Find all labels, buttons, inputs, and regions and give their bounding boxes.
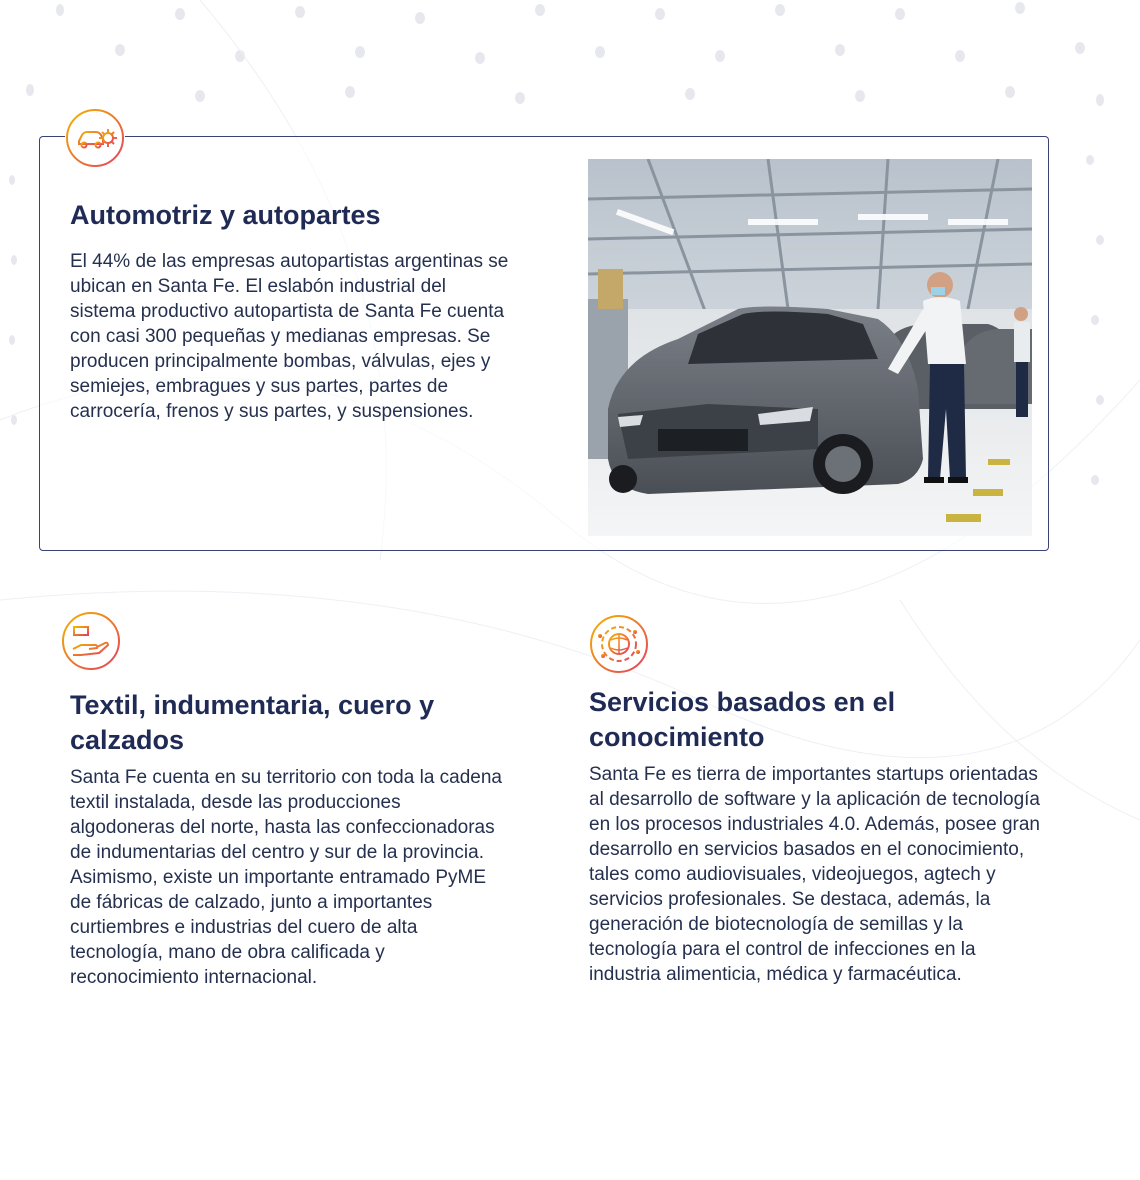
knowledge-description: Santa Fe es tierra de importantes startups orientadas al desarrollo de software y la aplicación de tecnología en los procesos industriales 4.0. Además, posee gran desarrollo en servicios basados en el conocimiento, tales como audiovisuales, videojuegos, agtech y servicios profesionales. Se destaca, además, la generación de biotecnología de semillas y la tecnología para el control de infecciones en la industria alimenticia, médica y farmacéutica.	[589, 764, 1040, 985]
automotive-title: Automotriz y autopartes	[70, 200, 381, 230]
knowledge-title: Servicios basados en el conocimiento	[589, 687, 896, 752]
textile-title: Textil, indumentaria, cuero y calzados	[70, 690, 435, 755]
textile-description: Santa Fe cuenta en su territorio con toda la cadena textil instalada, desde las producciones algodoneras del norte, hasta las confeccionadoras de indumentarias del centro y sur de la provincia. Asimismo, existe un importante entramado PyME de fábricas de calzado, junto a importantes curtiembres e industrias del cuero de alta tecnología, mano de obra calificada y reconocimiento internacional.	[70, 767, 502, 988]
circuit-globe-gear-icon	[589, 614, 649, 674]
automotive-description: El 44% de las empresas autopartistas argentinas se ubican en Santa Fe. El eslabón industrial del sistema productivo autopartista de Santa Fe cuenta con casi 300 pequeñas y medianas empresas. Se producen principalmente bombas, válvulas, ejes y semiejes, embragues y sus partes, partes de carrocería, frenos y sus partes, y suspensiones.	[70, 251, 509, 422]
hammer-hand-icon	[61, 611, 121, 671]
car-assembly-line-photo	[588, 159, 1032, 536]
car-gear-icon	[65, 108, 125, 168]
